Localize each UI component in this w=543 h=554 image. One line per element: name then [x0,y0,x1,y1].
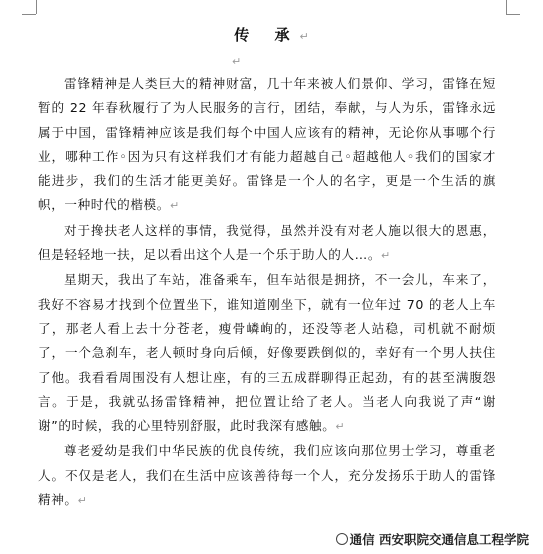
title-text: 传 承 [234,26,300,44]
paragraph-text: 雷锋精神是人类巨大的精神财富，几十年来被人们景仰、学习，雷锋在短暂的 22 年春秋履行了为人民服务的言行，团结，奉献，与人为乐，雷锋永远属于中国，雷锋精神应该是我们每个中国人应该有的精神，无论你从事哪个行业，哪种工作◦因为只有这样我们才有能力超越自己◦超越他人◦我们的国家才能进步，我们的生活才能更美好。雷锋是一个人的名字，更是一个生活的旗帜，一种时代的楷模。 [38,76,496,213]
margin-corner-top-right [506,0,507,14]
paragraph-text: 星期天，我出了车站，准备乘车，但车站很是拥挤，不一会儿，车来了，我好不容易才找到个位置坐下，谁知道刚坐下，就有一位年过 70 的老人上车了，那老人看上去十分苍老，瘦骨嶙峋的，还没等老人站稳，司机就不耐烦了，一个急刹车，老人顿时身向后倾，好像要跌倒似的，幸好有一个男人扶住了他。我看看周围没有人想让座，有的三五成群聊得正起劲，有的甚至满腹怨言。于是，我就弘扬雷锋精神，把位置让给了老人。当老人向我说了声“谢谢”的时候，我的心里特别舒服，此时我深有感触。 [38,272,496,434]
paragraph-text: 对于搀扶老人这样的事情，我觉得，虽然并没有对老人施以很大的恩惠，但是轻轻地一扶，足以看出这个人是一个乐于助人的人…。 [38,222,496,263]
paragraph-mark-icon: ↵ [299,30,309,43]
watermark [334,530,531,548]
watermark-text: 通信 西安职院交通信息工程学院 [349,532,529,547]
blank-line-mark-icon: ↵ [232,55,242,68]
paragraph-1 [38,72,496,219]
paragraph-mark-icon: ↵ [169,199,180,213]
wechat-icon [336,533,348,545]
paragraph-mark-icon: ↵ [335,420,345,434]
margin-corner-top-left-h [22,14,36,15]
paragraph-2 [38,219,496,269]
document-body[interactable] [38,72,496,513]
paragraph-3 [38,268,496,439]
paragraph-mark-icon: ↵ [381,249,391,263]
margin-corner-top-right-h [506,14,520,15]
paragraph-text: 尊老爱幼是我们中华民族的优良传统，我们应该向那位男士学习，尊重老人。不仅是老人，我们在生活中应该善待每一个人，充分发扬乐于助人的雷锋精神。 [38,443,496,508]
margin-corner-top-left [36,0,37,14]
paragraph-mark-icon: ↵ [77,494,87,508]
document-title [0,24,543,45]
paragraph-4 [38,439,496,513]
